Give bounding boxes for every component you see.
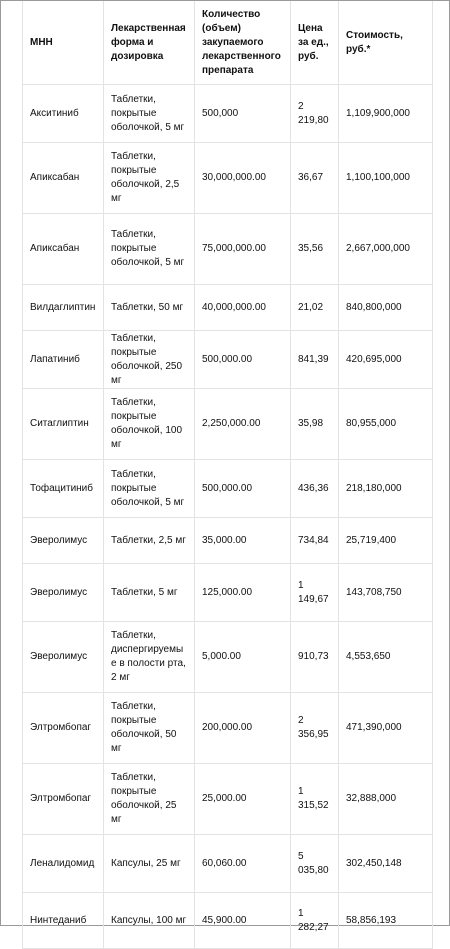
cell-unit-price: 5 035,80 (291, 835, 339, 893)
cell-cost: 1,109,900,000 (339, 85, 433, 143)
cell-dosage-form: Таблетки, диспергируемые в полости рта, 2 мг (104, 622, 195, 693)
cell-unit-price: 35,56 (291, 214, 339, 285)
cell-mnn: Элтромбопаг (23, 764, 104, 835)
cell-cost: 80,955,000 (339, 389, 433, 460)
table-row (23, 893, 433, 949)
cell-mnn: Эверолимус (23, 564, 104, 622)
cell-cost: 840,800,000 (339, 285, 433, 331)
cell-cost: 471,390,000 (339, 693, 433, 764)
cell-mnn: Апиксабан (23, 214, 104, 285)
cell-cost: 218,180,000 (339, 460, 433, 518)
cell-cost: 2,667,000,000 (339, 214, 433, 285)
cell-dosage-form: Таблетки, покрытые оболочкой, 2,5 мг (104, 143, 195, 214)
cell-quantity: 5,000.00 (195, 622, 291, 693)
cell-unit-price: 21,02 (291, 285, 339, 331)
cell-mnn: Вилдаглиптин (23, 285, 104, 331)
cell-unit-price: 2 356,95 (291, 693, 339, 764)
cell-quantity: 2,250,000.00 (195, 389, 291, 460)
cell-unit-price: 910,73 (291, 622, 339, 693)
cell-cost: 1,100,100,000 (339, 143, 433, 214)
cell-mnn: Элтромбопаг (23, 693, 104, 764)
cell-unit-price: 436,36 (291, 460, 339, 518)
cell-unit-price: 734,84 (291, 518, 339, 564)
cell-unit-price: 2 219,80 (291, 85, 339, 143)
cell-mnn: Леналидомид (23, 835, 104, 893)
cell-unit-price: 1 282,27 (291, 893, 339, 949)
cell-dosage-form: Капсулы, 100 мг (104, 893, 195, 949)
table-row (23, 331, 433, 389)
table-body (23, 85, 433, 949)
cell-cost: 4,553,650 (339, 622, 433, 693)
cell-quantity: 30,000,000.00 (195, 143, 291, 214)
table-row (23, 693, 433, 764)
cell-quantity: 500,000.00 (195, 331, 291, 389)
cell-quantity: 45,900.00 (195, 893, 291, 949)
table-row (23, 143, 433, 214)
cell-quantity: 500,000 (195, 85, 291, 143)
table-row (23, 285, 433, 331)
cell-dosage-form: Таблетки, 2,5 мг (104, 518, 195, 564)
table-row (23, 214, 433, 285)
cell-cost: 25,719,400 (339, 518, 433, 564)
cell-cost: 302,450,148 (339, 835, 433, 893)
cell-mnn: Нинтеданиб (23, 893, 104, 949)
table-row (23, 460, 433, 518)
cell-dosage-form: Таблетки, покрытые оболочкой, 250 мг (104, 331, 195, 389)
cell-cost: 32,888,000 (339, 764, 433, 835)
drug-procurement-table (22, 1, 433, 949)
header-unit-price: Цена за ед., руб. (291, 1, 339, 85)
cell-dosage-form: Таблетки, покрытые оболочкой, 50 мг (104, 693, 195, 764)
cell-unit-price: 841,39 (291, 331, 339, 389)
cell-mnn: Акситиниб (23, 85, 104, 143)
cell-dosage-form: Капсулы, 25 мг (104, 835, 195, 893)
cell-unit-price: 1 315,52 (291, 764, 339, 835)
cell-mnn: Тофацитиниб (23, 460, 104, 518)
table-row (23, 389, 433, 460)
cell-dosage-form: Таблетки, покрытые оболочкой, 5 мг (104, 214, 195, 285)
table-row (23, 622, 433, 693)
cell-mnn: Апиксабан (23, 143, 104, 214)
cell-quantity: 500,000.00 (195, 460, 291, 518)
cell-quantity: 125,000.00 (195, 564, 291, 622)
cell-dosage-form: Таблетки, покрытые оболочкой, 5 мг (104, 460, 195, 518)
header-dosage-form: Лекарственная форма и дозировка (104, 1, 195, 85)
cell-mnn: Эверолимус (23, 518, 104, 564)
cell-quantity: 35,000.00 (195, 518, 291, 564)
cell-unit-price: 35,98 (291, 389, 339, 460)
cell-unit-price: 36,67 (291, 143, 339, 214)
cell-quantity: 40,000,000.00 (195, 285, 291, 331)
table-header-row (23, 1, 433, 85)
cell-cost: 143,708,750 (339, 564, 433, 622)
header-mnn: МНН (23, 1, 104, 85)
cell-dosage-form: Таблетки, покрытые оболочкой, 25 мг (104, 764, 195, 835)
cell-dosage-form: Таблетки, 50 мг (104, 285, 195, 331)
table-row (23, 564, 433, 622)
cell-quantity: 60,060.00 (195, 835, 291, 893)
cell-cost: 420,695,000 (339, 331, 433, 389)
cell-dosage-form: Таблетки, покрытые оболочкой, 5 мг (104, 85, 195, 143)
table-row (23, 764, 433, 835)
cell-quantity: 75,000,000.00 (195, 214, 291, 285)
cell-mnn: Эверолимус (23, 622, 104, 693)
cell-dosage-form: Таблетки, 5 мг (104, 564, 195, 622)
table-row (23, 518, 433, 564)
cell-cost: 58,856,193 (339, 893, 433, 949)
cell-quantity: 200,000.00 (195, 693, 291, 764)
cell-unit-price: 1 149,67 (291, 564, 339, 622)
cell-mnn: Ситаглиптин (23, 389, 104, 460)
table-row (23, 85, 433, 143)
cell-mnn: Лапатиниб (23, 331, 104, 389)
header-quantity: Количество (объем) закупаемого лекарственного препарата (195, 1, 291, 85)
cell-quantity: 25,000.00 (195, 764, 291, 835)
header-cost: Стоимость, руб.* (339, 1, 433, 85)
cell-dosage-form: Таблетки, покрытые оболочкой, 100 мг (104, 389, 195, 460)
table-row (23, 835, 433, 893)
